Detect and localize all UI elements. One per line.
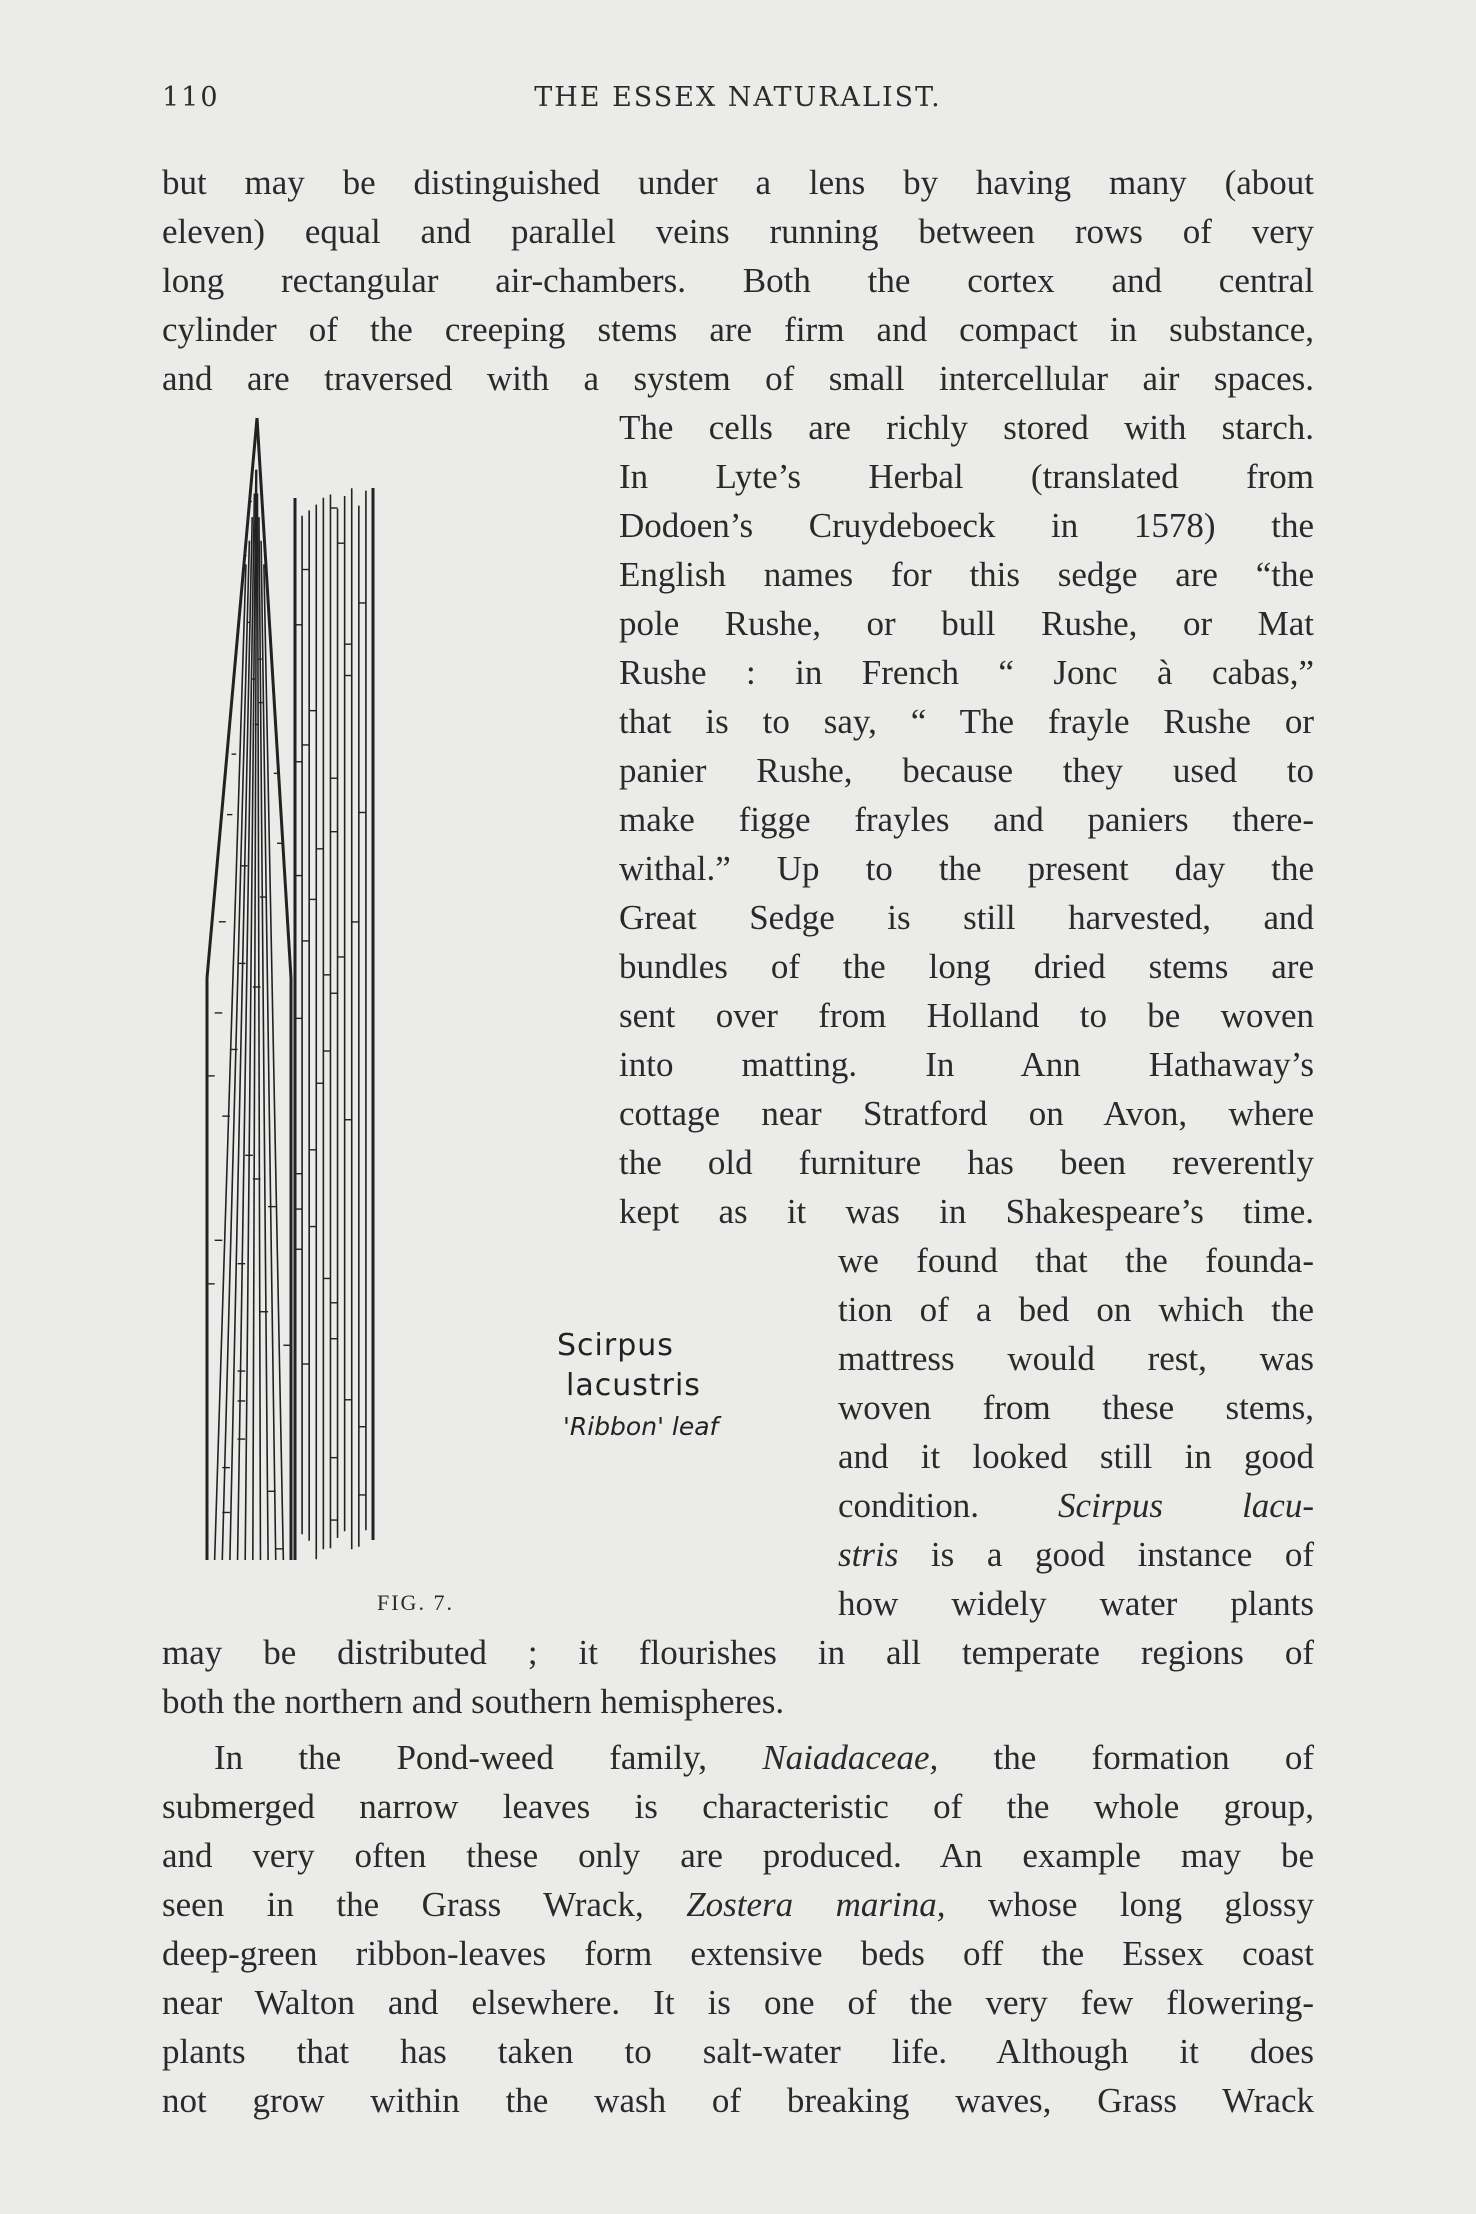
- text-line: and are traversed with a system of small intercellular air spaces.: [162, 359, 1314, 398]
- text-line: eleven) equal and parallel veins running between rows of very: [162, 212, 1314, 251]
- species-name: Zostera marina,: [686, 1885, 946, 1924]
- text-line: cylinder of the creeping stems are firm and compact in substance,: [162, 310, 1314, 349]
- text-line: and very often these only are produced. An example may be: [162, 1836, 1314, 1875]
- text-line: submerged narrow leaves is characteristic of the whole group,: [162, 1787, 1314, 1826]
- text-line: that is to say, “ The frayle Rushe or: [619, 702, 1314, 741]
- figure-hand-label: lacustris: [566, 1368, 701, 1403]
- species-name: Scirpus lacu-: [1058, 1486, 1314, 1525]
- text-line: withal.” Up to the present day the: [619, 849, 1314, 888]
- text-line: long rectangular air-chambers. Both the cortex and central: [162, 261, 1314, 300]
- text-line: [162, 1880, 1314, 1929]
- text-line: [838, 1481, 1314, 1530]
- text-line: mattress would rest, was: [838, 1339, 1314, 1378]
- text-line: kept as it was in Shakespeare’s time.: [619, 1192, 1314, 1231]
- text-line: may be distributed ; it flourishes in all temperate regions of: [162, 1633, 1314, 1672]
- leaf-tip-drawing: [207, 418, 291, 1560]
- text-line: the old furniture has been reverently: [619, 1143, 1314, 1182]
- text-line: not grow within the wash of breaking waves, Grass Wrack: [162, 2081, 1314, 2120]
- figure-hand-label: 'Ribbon' leaf: [563, 1412, 719, 1441]
- text-line: we found that the founda-: [838, 1241, 1314, 1280]
- text-line: [838, 1530, 1314, 1579]
- text-line: cottage near Stratford on Avon, where: [619, 1094, 1314, 1133]
- family-name: Naiadaceae,: [762, 1738, 939, 1777]
- text-line: [214, 1733, 1314, 1782]
- text-line: pole Rushe, or bull Rushe, or Mat: [619, 604, 1314, 643]
- text-line: into matting. In Ann Hathaway’s: [619, 1045, 1314, 1084]
- text-line: plants that has taken to salt-water life. Although it does: [162, 2032, 1314, 2071]
- leaf-drawing-svg: [195, 410, 795, 1630]
- running-title: THE ESSEX NATURALIST.: [534, 82, 942, 113]
- text-line: In Lyte’s Herbal (translated from: [619, 457, 1314, 496]
- page-header: [162, 82, 1314, 122]
- text-line: woven from these stems,: [838, 1388, 1314, 1427]
- text-fragment: is a good instance of: [930, 1535, 1314, 1574]
- text-line: but may be distinguished under a lens by having many (about: [162, 163, 1314, 202]
- text-line: near Walton and elsewhere. It is one of the very few flowering-: [162, 1983, 1314, 2022]
- text-line: bundles of the long dried stems are: [619, 947, 1314, 986]
- species-name: stris: [838, 1535, 899, 1574]
- text-line: Rushe : in French “ Jonc à cabas,”: [619, 653, 1314, 692]
- text-line: The cells are richly stored with starch.: [619, 408, 1314, 447]
- page-number: 110: [162, 82, 220, 113]
- figure-hand-label: Scirpus: [557, 1328, 674, 1363]
- text-fragment: condition.: [838, 1486, 979, 1525]
- text-line: how widely water plants: [838, 1584, 1314, 1623]
- text-fragment: whose long glossy: [987, 1885, 1315, 1924]
- leaf-illustration: [195, 410, 795, 1630]
- figure-caption: FIG. 7.: [377, 1590, 454, 1615]
- text-line: deep-green ribbon-leaves form extensive beds off the Essex coast: [162, 1934, 1314, 1973]
- text-line: make figge frayles and paniers there-: [619, 800, 1314, 839]
- text-line: panier Rushe, because they used to: [619, 751, 1314, 790]
- text-line: Dodoen’s Cruydeboeck in 1578) the: [619, 506, 1314, 545]
- text-line: and it looked still in good: [838, 1437, 1314, 1476]
- text-line: both the northern and southern hemispheres.: [162, 1682, 785, 1721]
- text-fragment: In the Pond-weed family,: [214, 1738, 708, 1777]
- text-line: Great Sedge is still harvested, and: [619, 898, 1314, 937]
- text-fragment: seen in the Grass Wrack,: [162, 1885, 644, 1924]
- text-line: sent over from Holland to be woven: [619, 996, 1314, 1035]
- text-fragment: the formation of: [993, 1738, 1315, 1777]
- text-line: English names for this sedge are “the: [619, 555, 1314, 594]
- text-line: tion of a bed on which the: [838, 1290, 1314, 1329]
- leaf-vein: [207, 418, 257, 978]
- leaf-segment-drawing: [295, 488, 373, 1560]
